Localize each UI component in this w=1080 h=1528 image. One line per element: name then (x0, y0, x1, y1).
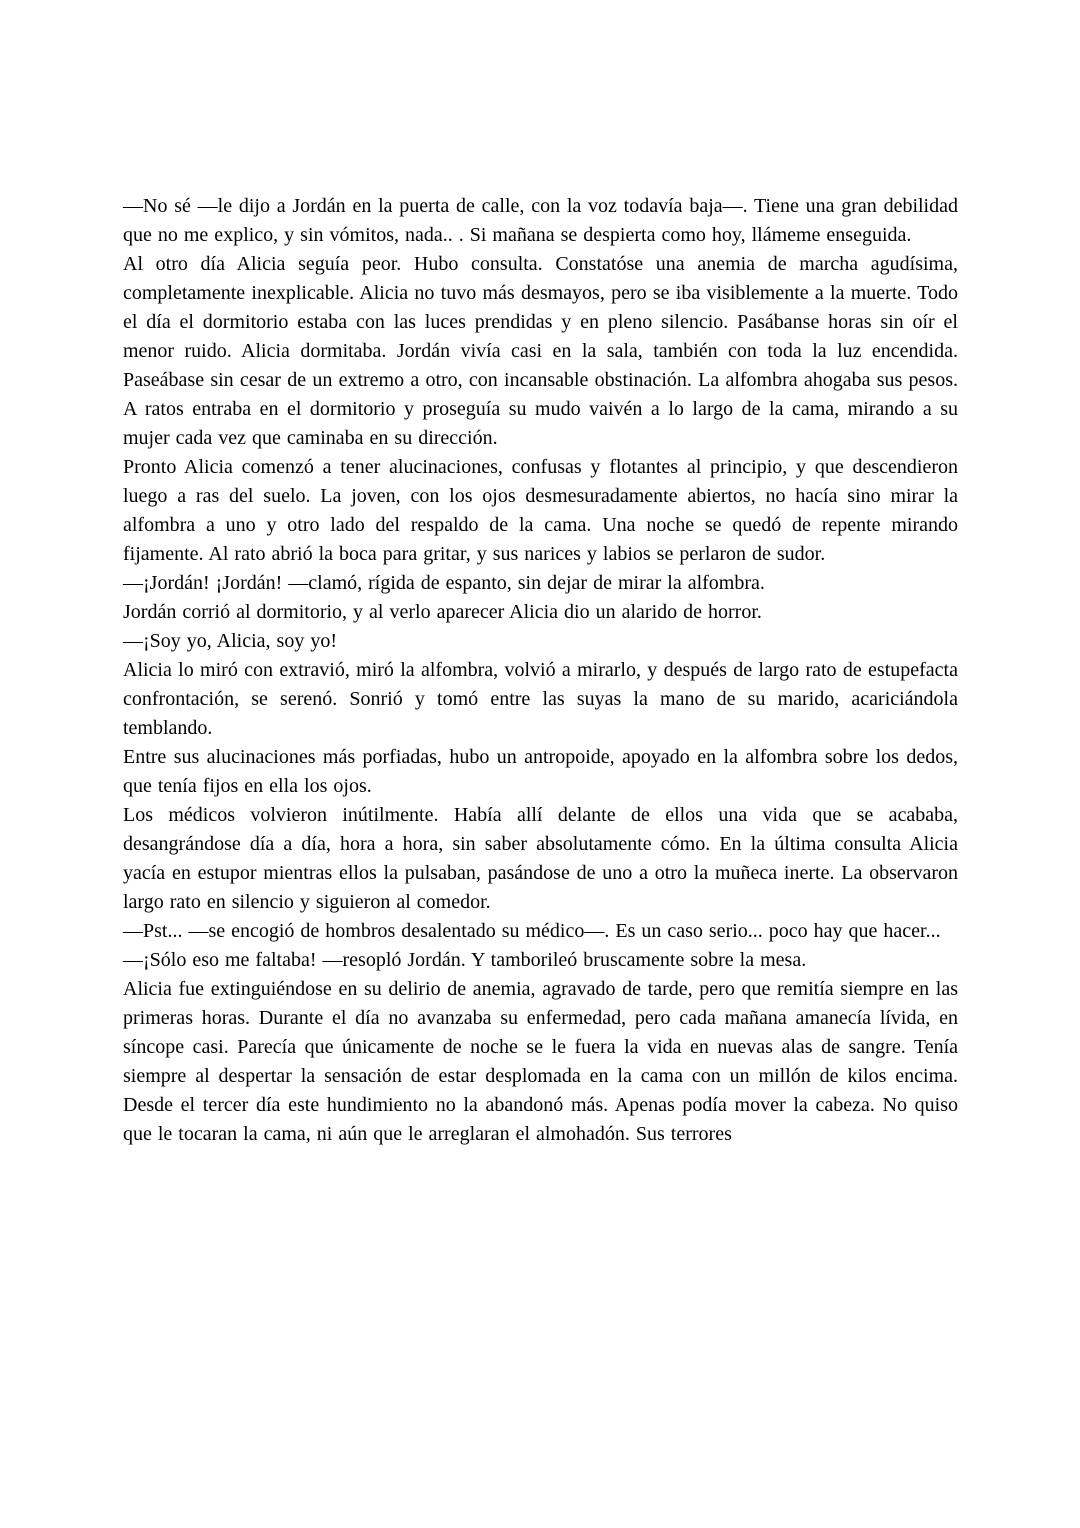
paragraph: Alicia fue extinguiéndose en su delirio de anemia, agravado de tarde, pero que remitía siempre en las primeras horas. Durante el día no avanzaba su enfermedad, pero cada mañana amanecía lívida, en síncope casi. Parecía que únicamente de noche se le fuera la vida en nuevas alas de sangre. Tenía siempre al despertar la sensación de estar desplomada en la cama con un millón de kilos encima. Desde el tercer día este hundimiento no la abandonó más. Apenas podía mover la cabeza. No quiso que le tocaran la cama, ni aún que le arreglaran el almohadón. Sus terrores (123, 978, 958, 1145)
paragraph: Alicia lo miró con extravió, miró la alfombra, volvió a mirarlo, y después de largo rato de estupefacta confrontación, se serenó. Sonrió y tomó entre las suyas la mano de su marido, acariciándola temblando. (123, 659, 958, 739)
text-block (123, 192, 958, 1149)
paragraph: Al otro día Alicia seguía peor. Hubo consulta. Constatóse una anemia de marcha agudísima, completamente inexplicable. Alicia no tuvo más desmayos, pero se iba visiblemente a la muerte. Todo el día el dormitorio estaba con las luces prendidas y en pleno silencio. Pasábanse horas sin oír el menor ruido. Alicia dormitaba. Jordán vivía casi en la sala, también con toda la luz encendida. Paseábase sin cesar de un extremo a otro, con incansable obstinación. La alfombra ahogaba sus pesos. A ratos entraba en el dormitorio y proseguía su mudo vaivén a lo largo de la cama, mirando a su mujer cada vez que caminaba en su dirección. (123, 253, 958, 449)
paragraph: Entre sus alucinaciones más porfiadas, hubo un antropoide, apoyado en la alfombra sobre los dedos, que tenía fijos en ella los ojos. (123, 746, 958, 797)
paragraph: Pronto Alicia comenzó a tener alucinaciones, confusas y flotantes al principio, y que descendieron luego a ras del suelo. La joven, con los ojos desmesuradamente abiertos, no hacía sino mirar la alfombra a uno y otro lado del respaldo de la cama. Una noche se quedó de repente mirando fijamente. Al rato abrió la boca para gritar, y sus narices y labios se perlaron de sudor. (123, 456, 958, 565)
paragraph: —¡Sólo eso me faltaba! —resopló Jordán. Y tamborileó bruscamente sobre la mesa. (123, 949, 807, 971)
paragraph: —No sé —le dijo a Jordán en la puerta de calle, con la voz todavía baja—. Tiene una gran debilidad que no me explico, y sin vómitos, nada.. . Si mañana se despierta como hoy, llámeme enseguida. (123, 195, 958, 246)
paragraph: —¡Soy yo, Alicia, soy yo! (123, 630, 337, 652)
paragraph: Los médicos volvieron inútilmente. Había allí delante de ellos una vida que se acababa, desangrándose día a día, hora a hora, sin saber absolutamente cómo. En la última consulta Alicia yacía en estupor mientras ellos la pulsaban, pasándose de uno a otro la muñeca inerte. La observaron largo rato en silencio y siguieron al comedor. (123, 804, 958, 913)
paragraph: —Pst... —se encogió de hombros desalentado su médico—. Es un caso serio... poco hay que hacer... (123, 920, 941, 942)
paragraph: —¡Jordán! ¡Jordán! —clamó, rígida de espanto, sin dejar de mirar la alfombra. (123, 572, 765, 594)
paragraph: Jordán corrió al dormitorio, y al verlo aparecer Alicia dio un alarido de horror. (123, 601, 762, 623)
